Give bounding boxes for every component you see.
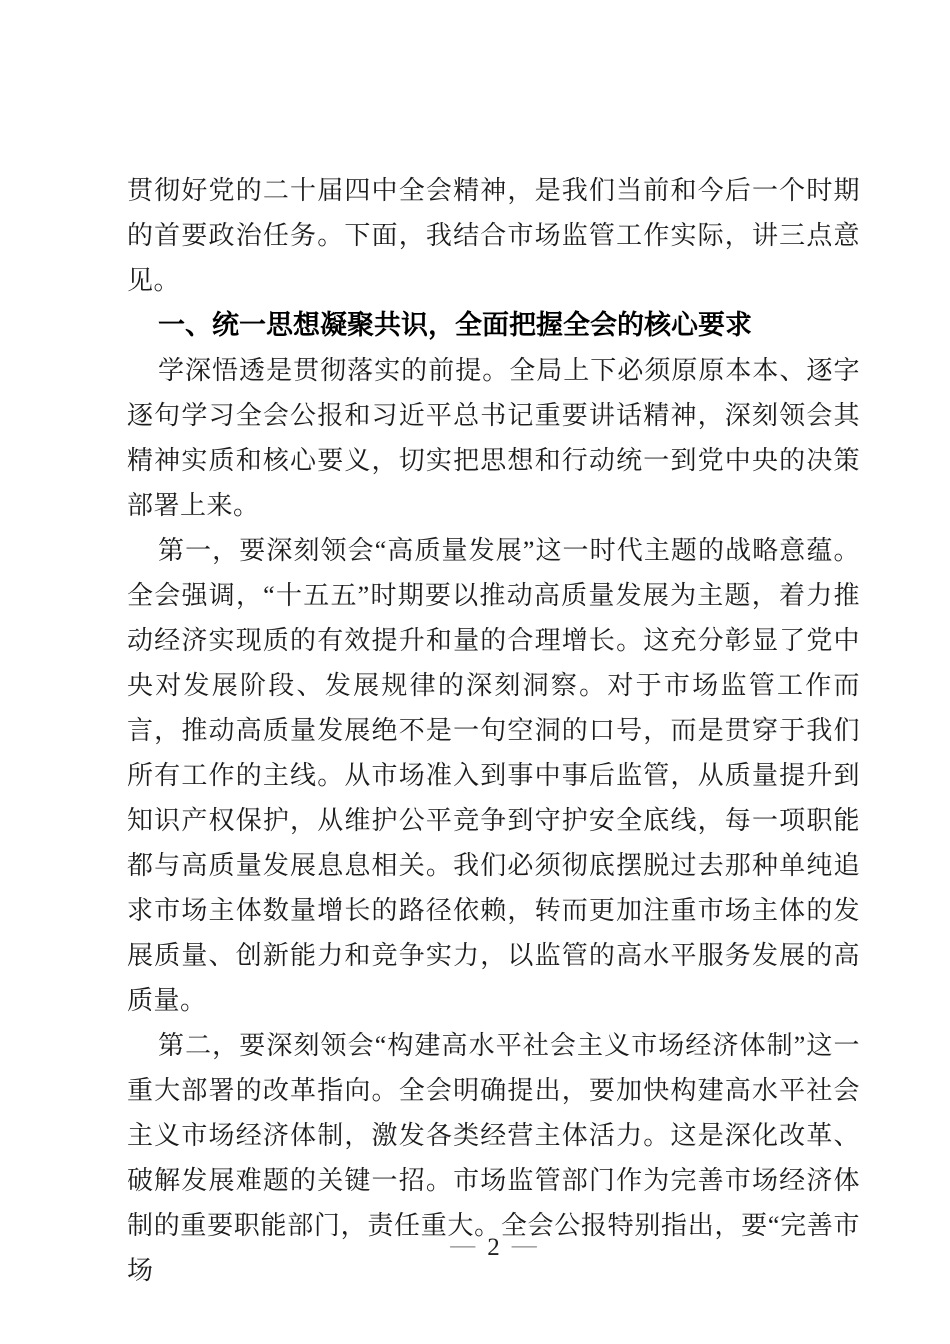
paragraph-first-point: 第一，要深刻领会“高质量发展”这一时代主题的战略意蕴。全会强调，“十五五”时期要以推动高质量发展为主题，着力推动经济实现质的有效提升和量的合理增长。这充分彰显了党中央对发展阶段、发展规律的深刻洞察。对于市场监管工作而言，推动高质量发展绝不是一句空洞的口号，而是贯穿于我们所有工作的主线。从市场准入到事中事后监管，从质量提升到知识产权保护，从维护公平竞争到守护安全底线，每一项职能都与高质量发展息息相关。我们必须彻底摆脱过去那种单纯追求市场主体数量增长的路径依赖，转而更加注重市场主体的发展质量、创新能力和竞争实力，以监管的高水平服务发展的高质量。 — [127, 536, 860, 1015]
page-number: 2 — [487, 1234, 500, 1261]
page-footer — [127, 1233, 860, 1263]
paragraph-study-premise: 学深悟透是贯彻落实的前提。全局上下必须原原本本、逐字逐句学习全会公报和习近平总书记重要讲话精神，深刻领会其精神实质和核心要义，切实把思想和行动统一到党中央的决策部署上来。 — [127, 356, 860, 520]
footer-left-dash: — — [450, 1232, 476, 1259]
paragraph-second-point: 第二，要深刻领会“构建高水平社会主义市场经济体制”这一重大部署的改革指向。全会明确提出，要加快构建高水平社会主义市场经济体制，激发各类经营主体活力。这是深化改革、破解发展难题的关键一招。市场监管部门作为完善市场经济体制的重要职能部门，责任重大。全会公报特别指出，要“完善市场 — [127, 1031, 860, 1285]
footer-right-dash: — — [511, 1232, 537, 1259]
paragraph-continued: 贯彻好党的二十届四中全会精神，是我们当前和今后一个时期的首要政治任务。下面，我结合市场监管工作实际，讲三点意见。 — [127, 176, 860, 295]
section-heading: 一、统一思想凝聚共识，全面把握全会的核心要求 — [158, 310, 752, 340]
document-body — [127, 168, 860, 1293]
